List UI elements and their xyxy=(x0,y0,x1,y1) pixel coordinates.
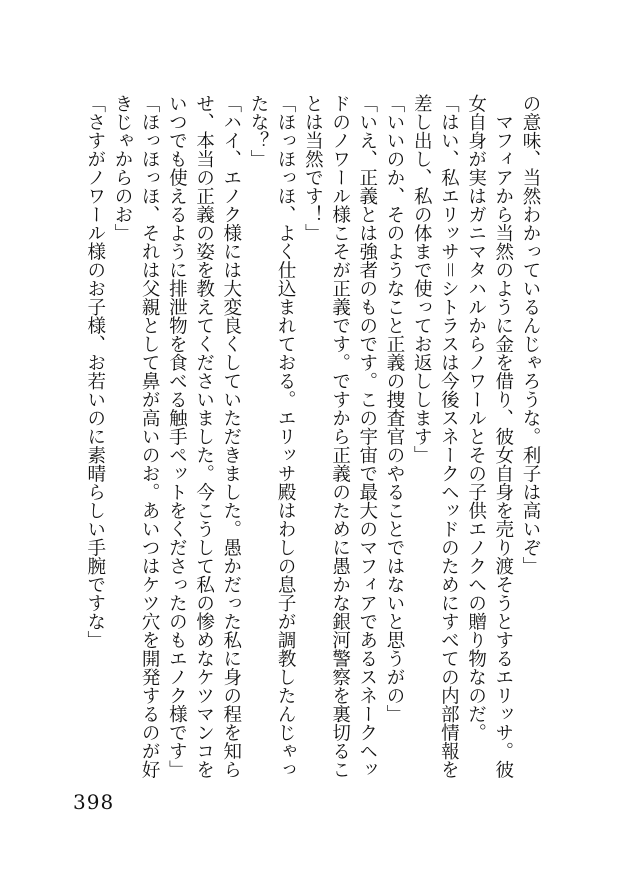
text-column: たな？」 xyxy=(247,94,269,168)
text-column: とは当然です！」 xyxy=(302,94,324,242)
text-column: 「はい、私エリッサ＝シトラスは今後スネークヘッドのためにすべての内部情報を xyxy=(438,94,460,779)
vertical-text-body xyxy=(82,94,544,794)
page-number: 398 xyxy=(73,790,115,814)
text-column: 女自身が実はガニマタハルからノワールとその子供エノクへの贈り物なのだ。 xyxy=(465,94,487,742)
text-column: 「さすがノワール様のお子様、お若いのに素晴らしい手腕ですな」 xyxy=(84,94,106,649)
text-column: 「いいのか、そのようなこと正義の捜査官のやることではないと思うがの」 xyxy=(383,94,405,723)
text-column: せ、本当の正義の姿を教えてくださいました。今こうして私の惨めなケツマンコを xyxy=(193,94,215,779)
text-column: 「いえ、正義とは強者のものです。この宇宙で最大のマフィアであるスネークヘッ xyxy=(356,94,378,779)
text-column: 「ほっほっほ、よく仕込まれておる。エリッサ殿はわしの息子が調教したんじゃっ xyxy=(275,94,297,779)
text-column: 「ほっほっほ、それは父親として鼻が高いのお。あいつはケツ穴を開発するのが好 xyxy=(139,94,161,779)
text-column: きじゃからのお」 xyxy=(111,94,133,242)
text-column: の意味、当然わかっているんじゃろうな。利子は高いぞ」 xyxy=(520,94,541,575)
text-column: ドのノワール様こそが正義です。ですから正義のために愚かな銀河警察を裏切るこ xyxy=(329,94,351,779)
text-column: いつでも使えるように排泄物を食べる触手ペットをくださったのもエノク様です」 xyxy=(166,94,188,779)
text-column: マフィアから当然のように金を借り、彼女自身を売り渡そうとするエリッサ。彼 xyxy=(492,94,514,779)
text-column: 「ハイ、エノク様には大変良くしていただきました。愚かだった私に身の程を知ら xyxy=(220,94,242,779)
text-column: 差し出し、私の体まで使ってお返しします」 xyxy=(411,94,433,464)
